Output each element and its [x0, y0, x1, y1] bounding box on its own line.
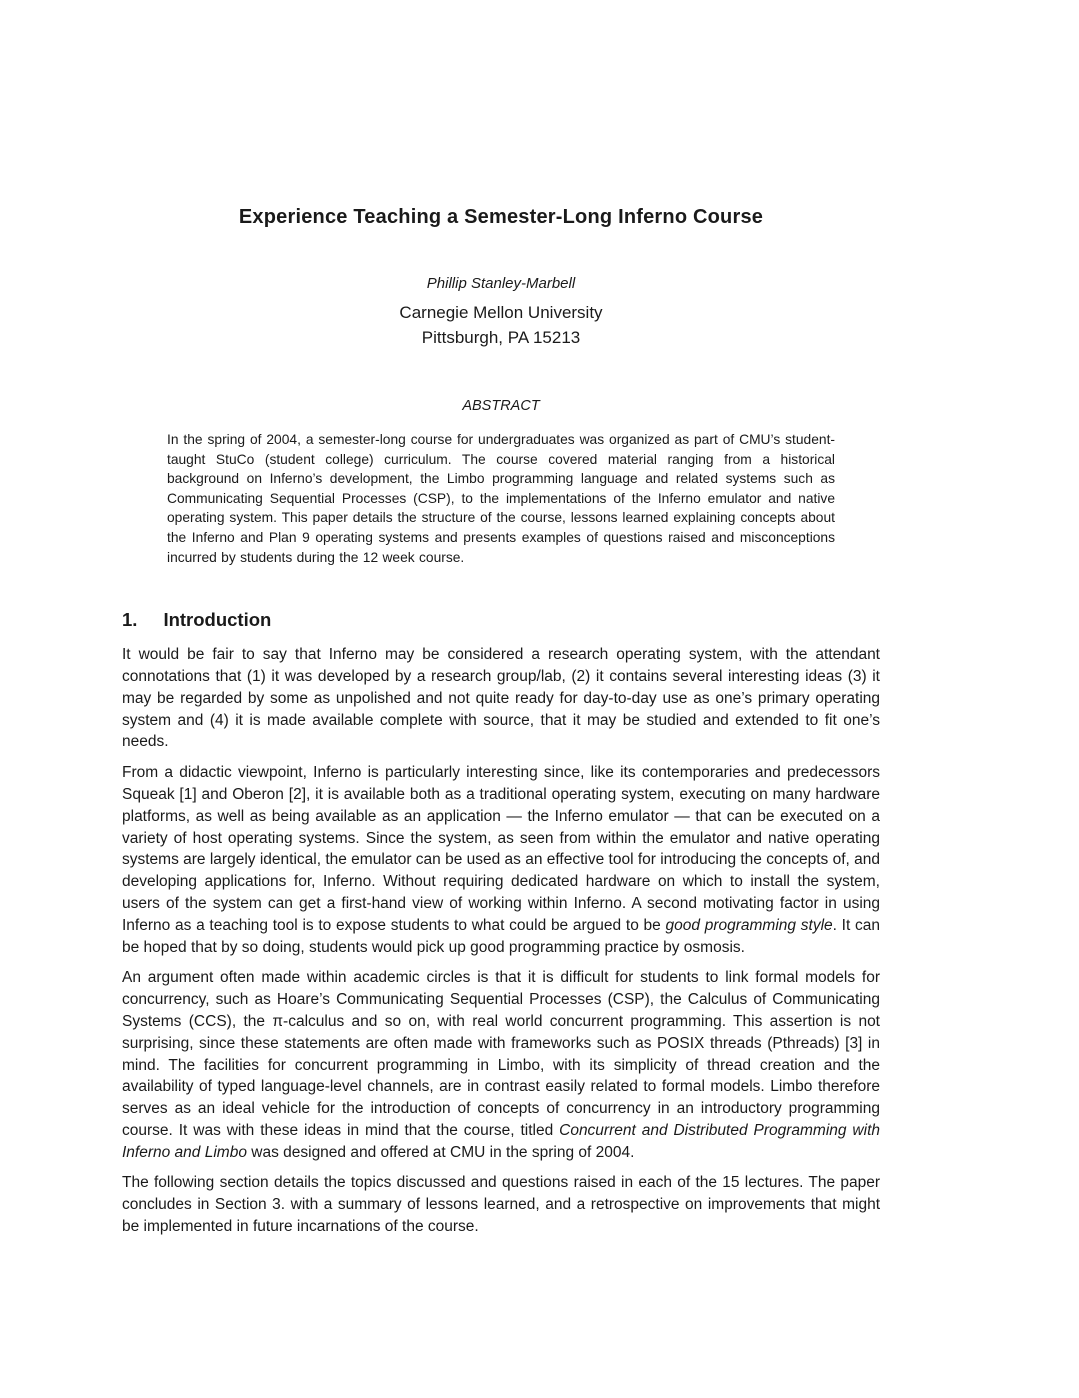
author-affiliation: Carnegie Mellon University: [399, 303, 603, 322]
author-name: Phillip Stanley-Marbell: [426, 275, 576, 292]
abstract-heading: ABSTRACT: [462, 398, 540, 414]
paper-content: [122, 206, 880, 1238]
section-title: Introduction: [163, 609, 272, 631]
paragraph-intro-1: It would be fair to say that Inferno may be considered a research operating system, with the attendant connotations that (1) it was developed by a research group/lab, (2) it contains several interesting ideas (3) it may be regarded by some as unpolished and not quite ready for day-to-day use as one’s primary operating system and (4) it is made available complete with source, that it may be studied and extended to fit one’s needs.: [122, 646, 880, 751]
section-heading-introduction: [122, 609, 880, 631]
abstract-text: In the spring of 2004, a semester-long course for undergraduates was organized as part of CMU’s student-taught StuCo (student college) curriculum. The course covered material ranging from a historical background on Inferno’s development, the Limbo programming language and related systems such as Communicating Sequential Processes (CSP), to the implementations of the Inferno emulator and native operating system. This paper details the structure of the course, lessons learned explaining concepts about the Inferno and Plan 9 operating systems and presents examples of questions raised and misconceptions incurred by students during the 12 week course.: [167, 432, 835, 565]
paragraph-intro-4: The following section details the topics discussed and questions raised in each of the 15 lectures. The paper concludes in Section 3. with a summary of lessons learned, and a retrospective on improvements that might be implemented in future incarnations of the course.: [122, 1174, 880, 1236]
paragraph-intro-3: An argument often made within academic circles is that it is difficult for students to link formal models for concurrency, such as Hoare’s Communicating Sequential Processes (CSP), the Calculus of Communicating Systems (CCS), the π-calculus and so on, with real world concurrent programming. This assertion is not surprising, since these statements are often made with frameworks such as POSIX threads (Pthreads) [3] in mind. The facilities for concurrent programming in Limbo, with its simplicity of thread creation and the availability of typed language-level channels, are in contrast easily related to formal models. Limbo therefore serves as an ideal vehicle for the introduction of concepts of concurrency in an introductory programming course. It was with these ideas in mind that the course, titled Concurrent and Distributed Programming with Inferno and Limbo was designed and offered at CMU in the spring of 2004.: [122, 969, 880, 1161]
paragraph-intro-2: From a didactic viewpoint, Inferno is particularly interesting since, like its contemporaries and predecessors Squeak [1] and Oberon [2], it is available both as a traditional operating system, executing on many hardware platforms, as well as being available as an application — the Inferno emulator — that can be executed on a variety of host operating systems. Since the system, as seen from within the emulator and native operating systems are largely identical, the emulator can be used as an effective tool for introducing the concepts of, and developing applications for, Inferno. Without requiring dedicated hardware on which to install the system, users of the system can get a first-hand view of working within Inferno. A second motivating factor in using Inferno as a teaching tool is to expose students to what could be argued to be good programming style. It can be hoped that by so doing, students would pick up good programming practice by osmosis.: [122, 764, 880, 956]
author-block: [122, 273, 880, 350]
author-address: Pittsburgh, PA 15213: [421, 328, 581, 347]
section-number: 1.: [122, 609, 138, 631]
paper-title: Experience Teaching a Semester-Long Inferno Course: [238, 206, 764, 228]
